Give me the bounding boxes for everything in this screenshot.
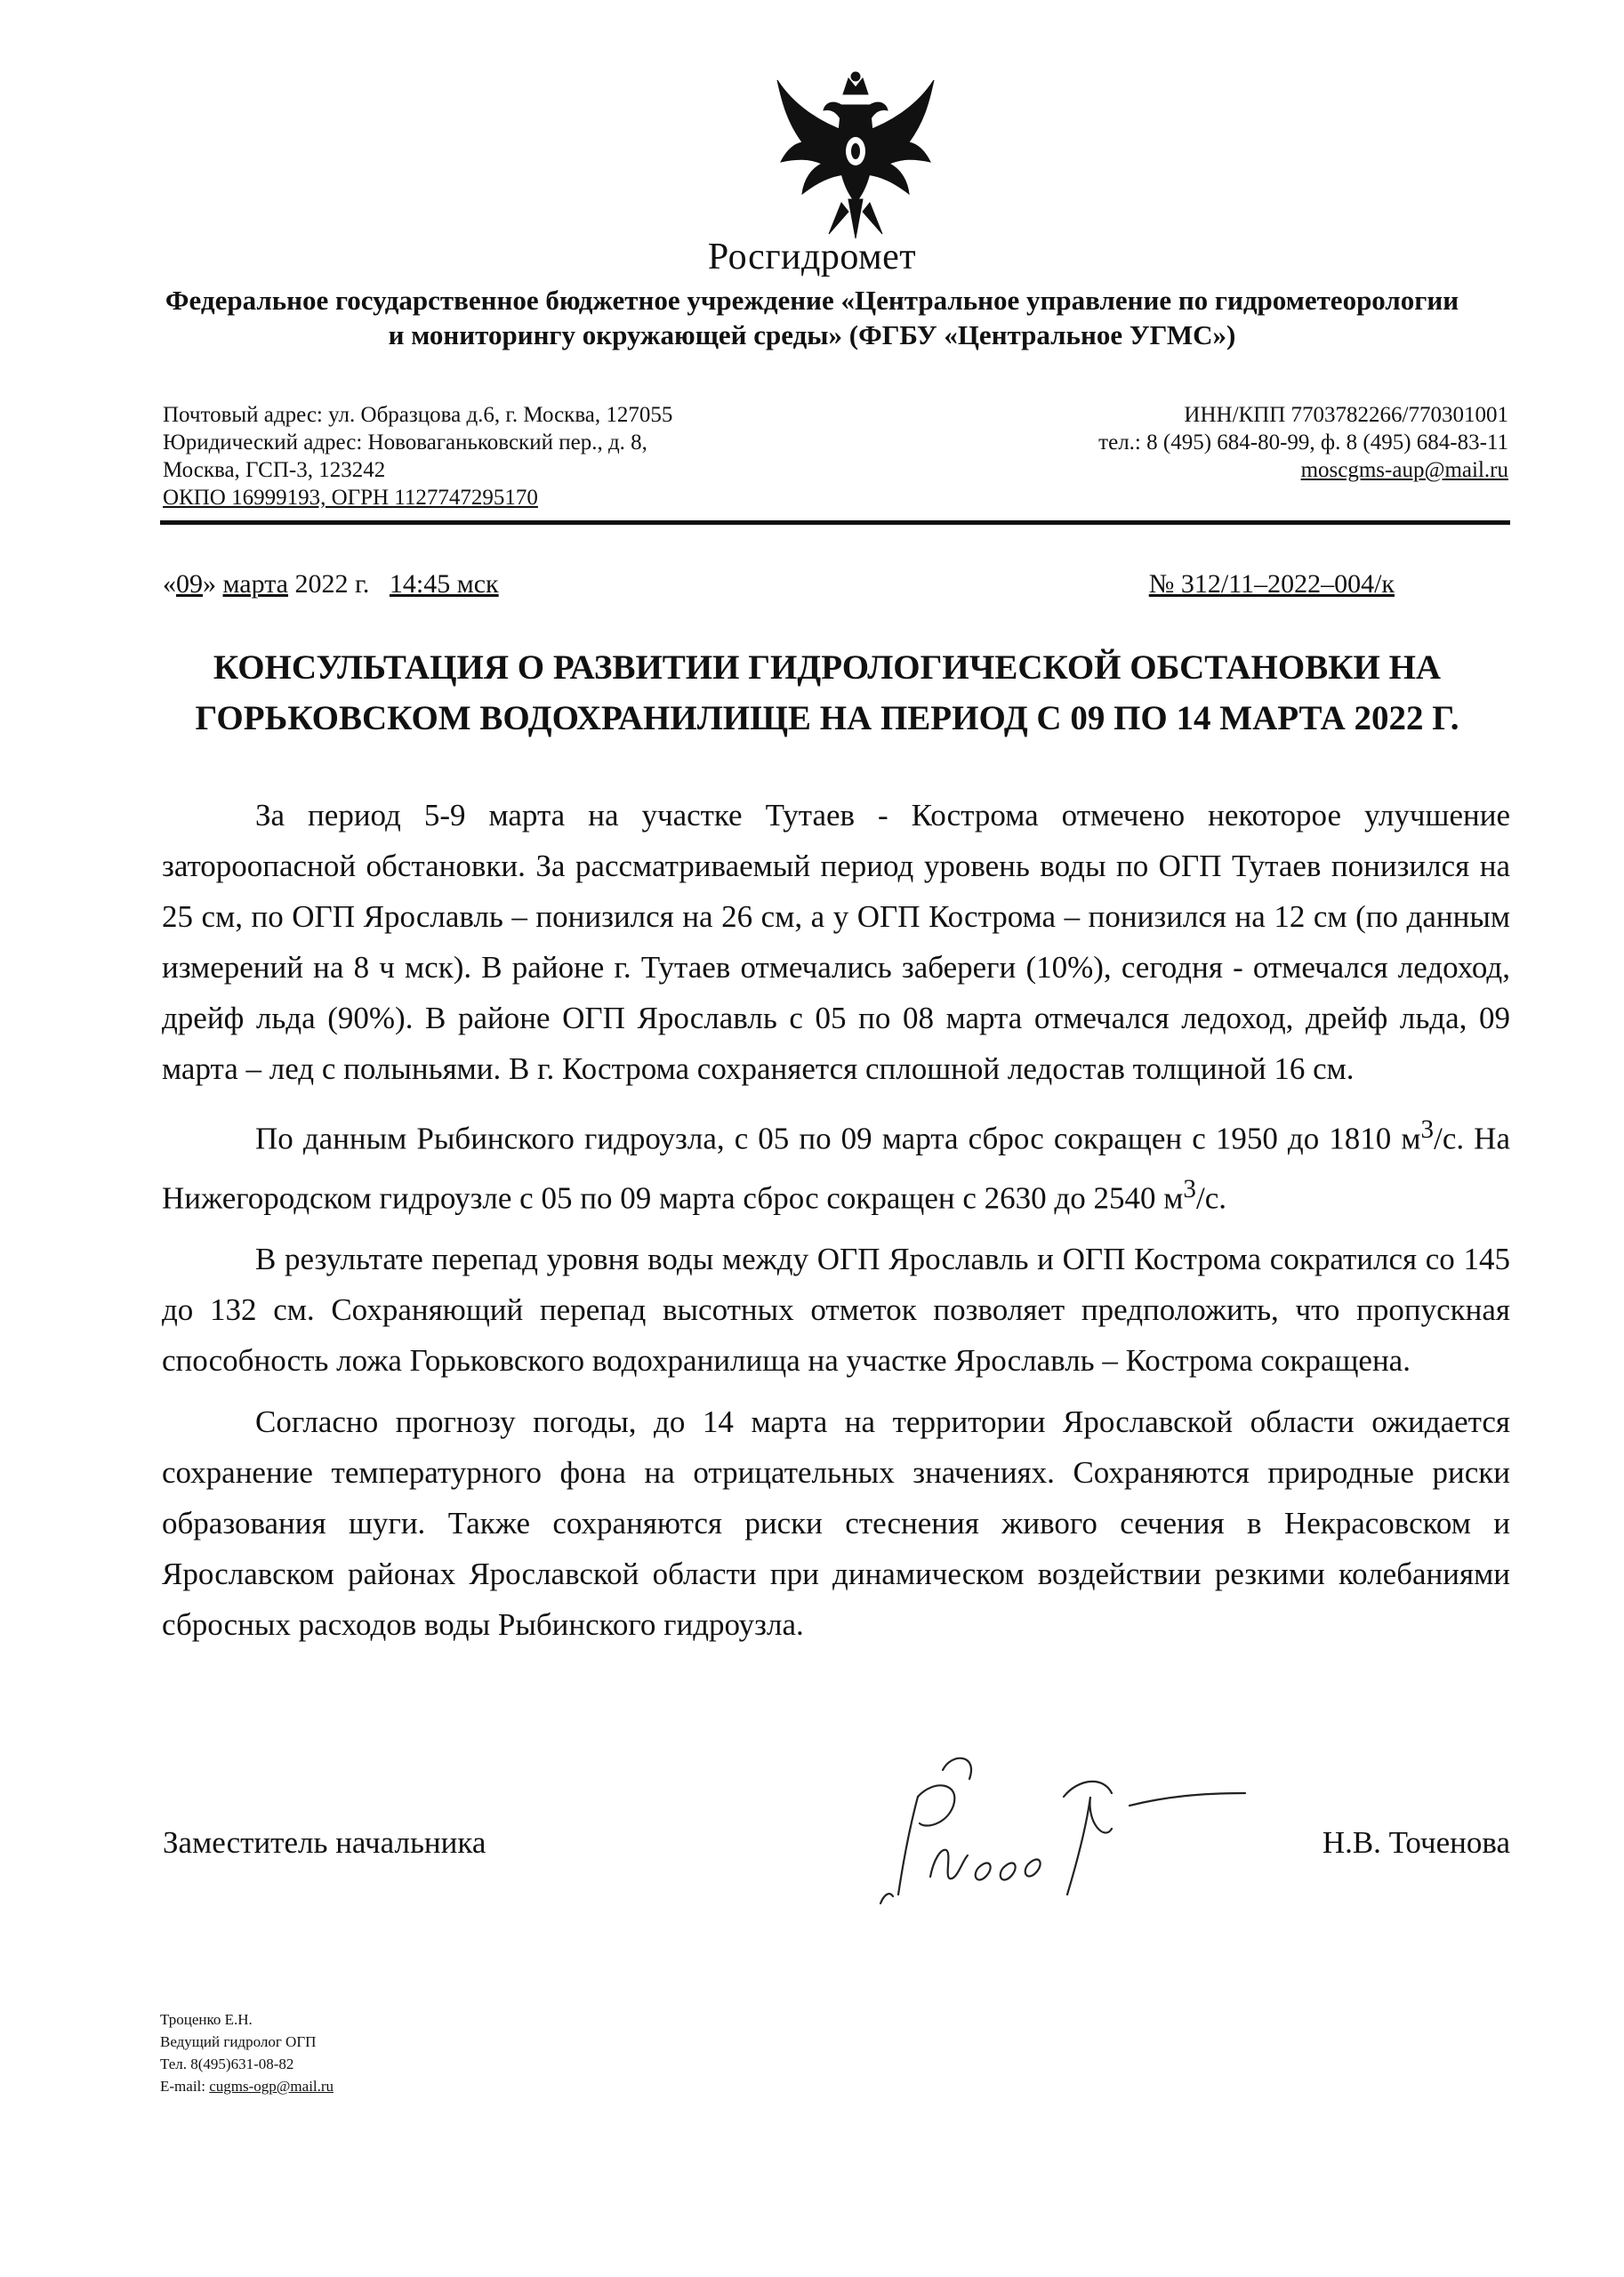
author-position: Ведущий гидролог ОГП xyxy=(160,2033,317,2050)
contacts-block xyxy=(797,401,1508,484)
document-date xyxy=(163,569,499,599)
email-link[interactable]: moscgms-aup@mail.ru xyxy=(1300,458,1508,482)
paragraph-1: За период 5-9 марта на участке Тутаев - Кострома отмечено некоторое улучшение заторoопасной обстановки. За рассматриваемый период уровень воды по ОГП Тутаев понизился на 25 см, по ОГП Ярославль – понизился на 26 см, а у ОГП Кострома – понизился на 12 см (по данным измерений на 8 ч мск). В районе г. Тутаев отмечались забереги (10%), сегодня - отмечался ледоход, дрейф льда (90%). В районе ОГП Ярославль с 05 по 08 марта отмечался ледоход, дрейф льда, 09 марта – лед с полыньями. В г. Кострома сохраняется сплошной ледостав толщиной 16 см. xyxy=(162,798,1510,1086)
author-email-link[interactable]: cugms-ogp@mail.ru xyxy=(209,2078,334,2095)
document-title: КОНСУЛЬТАЦИЯ О РАЗВИТИИ ГИДРОЛОГИЧЕСКОЙ ОБСТАНОВКИ НА ГОРЬКОВСКОМ ВОДОХРАНИЛИЩЕ НА ПЕРИОД С 09 ПО 14 МАРТА 2022 Г. xyxy=(195,648,1459,737)
okpo-ogrn: ОКПО 16999193, ОГРН 1127747295170 xyxy=(163,486,538,510)
organization-full-name: Федеральное государственное бюджетное учреждение «Центральное управление по гидрометеорологии и мониторингу окружающей среды» (ФГБУ «Центральное УГМС») xyxy=(165,285,1459,350)
author-phone: Тел. 8(495)631-08-82 xyxy=(160,2056,294,2072)
phone-fax: тел.: 8 (495) 684-80-99, ф. 8 (495) 684-83-11 xyxy=(1098,430,1508,455)
date-close-quote: » xyxy=(203,569,216,599)
header-divider xyxy=(160,520,1510,525)
paragraph-4: Согласно прогнозу погоды, до 14 марта на территории Ярославской области ожидается сохранение температурного фона на отрицательных значениях. Сохраняются природные риски образования шуги. Также сохраняются риски стеснения живого сечения в Некрасовском и Ярославском районах Ярославской области при динамическом воздействии резкими колебаниями сбросных расходов воды Рыбинского гидроузла. xyxy=(162,1404,1510,1643)
postal-address: Почтовый адрес: ул. Образцова д.6, г. Москва, 127055 xyxy=(163,403,673,427)
agency-name: Росгидромет xyxy=(707,237,917,278)
footer-contact-block xyxy=(160,2008,334,2097)
date-year: 2022 г. xyxy=(294,569,370,599)
double-headed-eagle-emblem xyxy=(767,69,945,256)
signatory-name: Н.В. Точенова xyxy=(1322,1825,1510,1860)
author-name: Троценко Е.Н. xyxy=(160,2011,253,2028)
paragraph-3: В результате перепад уровня воды между ОГП Ярославль и ОГП Кострома сократился со 145 до 132 см. Сохраняющий перепад высотных отметок позволяет предположить, что пропускная способность ложа Горьковского водохранилища на участке Ярославль – Кострома сокращена. xyxy=(162,1242,1510,1379)
document-time: 14:45 мск xyxy=(389,569,499,599)
legal-address-line-1: Юридический адрес: Нововаганьковский пер., д. 8, xyxy=(163,430,647,455)
author-email-line: E-mail: cugms-ogp@mail.ru xyxy=(160,2078,334,2095)
date-day: 09 xyxy=(176,569,203,599)
legal-address-line-2: Москва, ГСП-3, 123242 xyxy=(163,458,386,482)
inn-kpp: ИНН/КПП 7703782266/770301001 xyxy=(1184,403,1508,427)
document-body xyxy=(162,790,1510,1661)
date-month: марта xyxy=(222,569,288,599)
date-open-quote: « xyxy=(163,569,176,599)
signatory-role: Заместитель начальника xyxy=(163,1825,486,1860)
handwritten-signature xyxy=(845,1743,1263,1921)
document-number: № 312/11–2022–004/к xyxy=(1148,569,1395,599)
paragraph-2: По данным Рыбинского гидроузла, с 05 по 09 марта сброс сокращен с 1950 до 1810 $м^3/с$. На Нижегородском гидроузле с 05 по 09 марта сброс сокращен с 2630 до 2540 $м^3/с$. xyxy=(162,1115,1510,1216)
